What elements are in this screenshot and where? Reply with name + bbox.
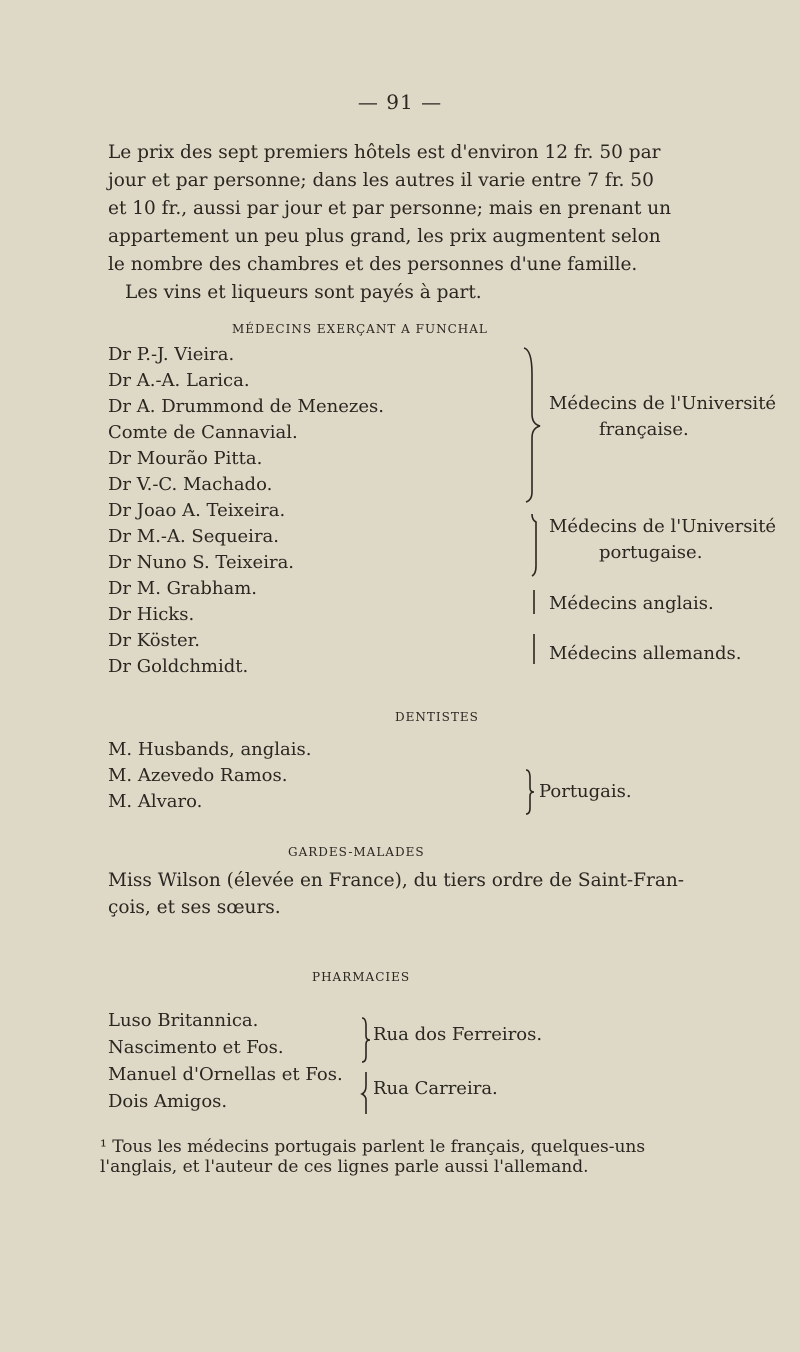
pharmacie-name: Nascimento et Fos. xyxy=(108,1037,284,1058)
intro-line-1: Le prix des sept premiers hôtels est d'environ 12 fr. 50 par xyxy=(108,142,661,163)
intro-line-4: appartement un peu plus grand, les prix augmentent selon xyxy=(108,226,661,247)
medecin-name: Dr Köster. xyxy=(108,630,201,651)
dentistes-group-label: Portugais. xyxy=(539,781,632,802)
pharmacie-name: Manuel d'Ornellas et Fos. xyxy=(108,1064,343,1085)
dentistes-brace xyxy=(522,768,536,816)
medecin-name: Dr M. Grabham. xyxy=(108,578,257,599)
gardes-line-1: Miss Wilson (élevée en France), du tiers ordre de Saint-Fran- xyxy=(108,870,685,891)
medecin-name: Comte de Cannavial. xyxy=(108,422,298,443)
medecin-name: Dr P.-J. Vieira. xyxy=(108,344,235,365)
medecin-name: Dr A. Drummond de Menezes. xyxy=(108,396,384,417)
medecin-name: Dr Mourão Pitta. xyxy=(108,448,263,469)
group-label: française. xyxy=(599,419,689,440)
intro-line-2: jour et par personne; dans les autres il varie entre 7 fr. 50 xyxy=(108,170,654,191)
section-heading-pharmacies: PHARMACIES xyxy=(312,970,411,984)
group-label: Médecins de l'Université xyxy=(549,393,777,414)
group-label: Médecins allemands. xyxy=(549,643,742,664)
medecin-name: Dr V.-C. Machado. xyxy=(108,474,273,495)
section-heading-medecins: MÉDECINS EXERÇANT A FUNCHAL xyxy=(232,322,488,336)
dentiste-name: M. Alvaro. xyxy=(108,791,203,812)
pharmacies-braces xyxy=(358,1016,372,1120)
dentiste-name: M. Azevedo Ramos. xyxy=(108,765,288,786)
pharmacie-street: Rua dos Ferreiros. xyxy=(373,1024,543,1045)
intro-line-5: le nombre des chambres et des personnes d'une famille. xyxy=(108,254,638,275)
medecin-name: Dr Joao A. Teixeira. xyxy=(108,500,286,521)
medecin-name: Dr Goldchmidt. xyxy=(108,656,249,677)
gardes-line-2: çois, et ses sœurs. xyxy=(108,897,281,918)
pharmacie-name: Dois Amigos. xyxy=(108,1091,228,1112)
medecin-name: Dr Nuno S. Teixeira. xyxy=(108,552,295,573)
grouping-braces xyxy=(520,344,548,684)
dentiste-name: M. Husbands, anglais. xyxy=(108,739,312,760)
intro-line-6: Les vins et liqueurs sont payés à part. xyxy=(125,282,482,303)
intro-line-3: et 10 fr., aussi par jour et par personne; mais en prenant un xyxy=(108,198,672,219)
page-number: — 91 — xyxy=(357,90,443,114)
group-label: Médecins anglais. xyxy=(549,593,714,614)
section-heading-dentistes: DENTISTES xyxy=(395,710,479,724)
pharmacie-street: Rua Carreira. xyxy=(373,1078,498,1099)
pharmacie-name: Luso Britannica. xyxy=(108,1010,259,1031)
footnote-line-2: l'anglais, et l'auteur de ces lignes parle aussi l'allemand. xyxy=(100,1157,589,1177)
section-heading-gardes: GARDES-MALADES xyxy=(288,845,425,859)
medecin-name: Dr M.-A. Sequeira. xyxy=(108,526,279,547)
footnote-line-1: ¹ Tous les médecins portugais parlent le français, quelques-uns xyxy=(100,1137,646,1157)
group-label: Médecins de l'Université xyxy=(549,516,777,537)
medecin-name: Dr Hicks. xyxy=(108,604,195,625)
medecin-name: Dr A.-A. Larica. xyxy=(108,370,250,391)
group-label: portugaise. xyxy=(599,542,703,563)
